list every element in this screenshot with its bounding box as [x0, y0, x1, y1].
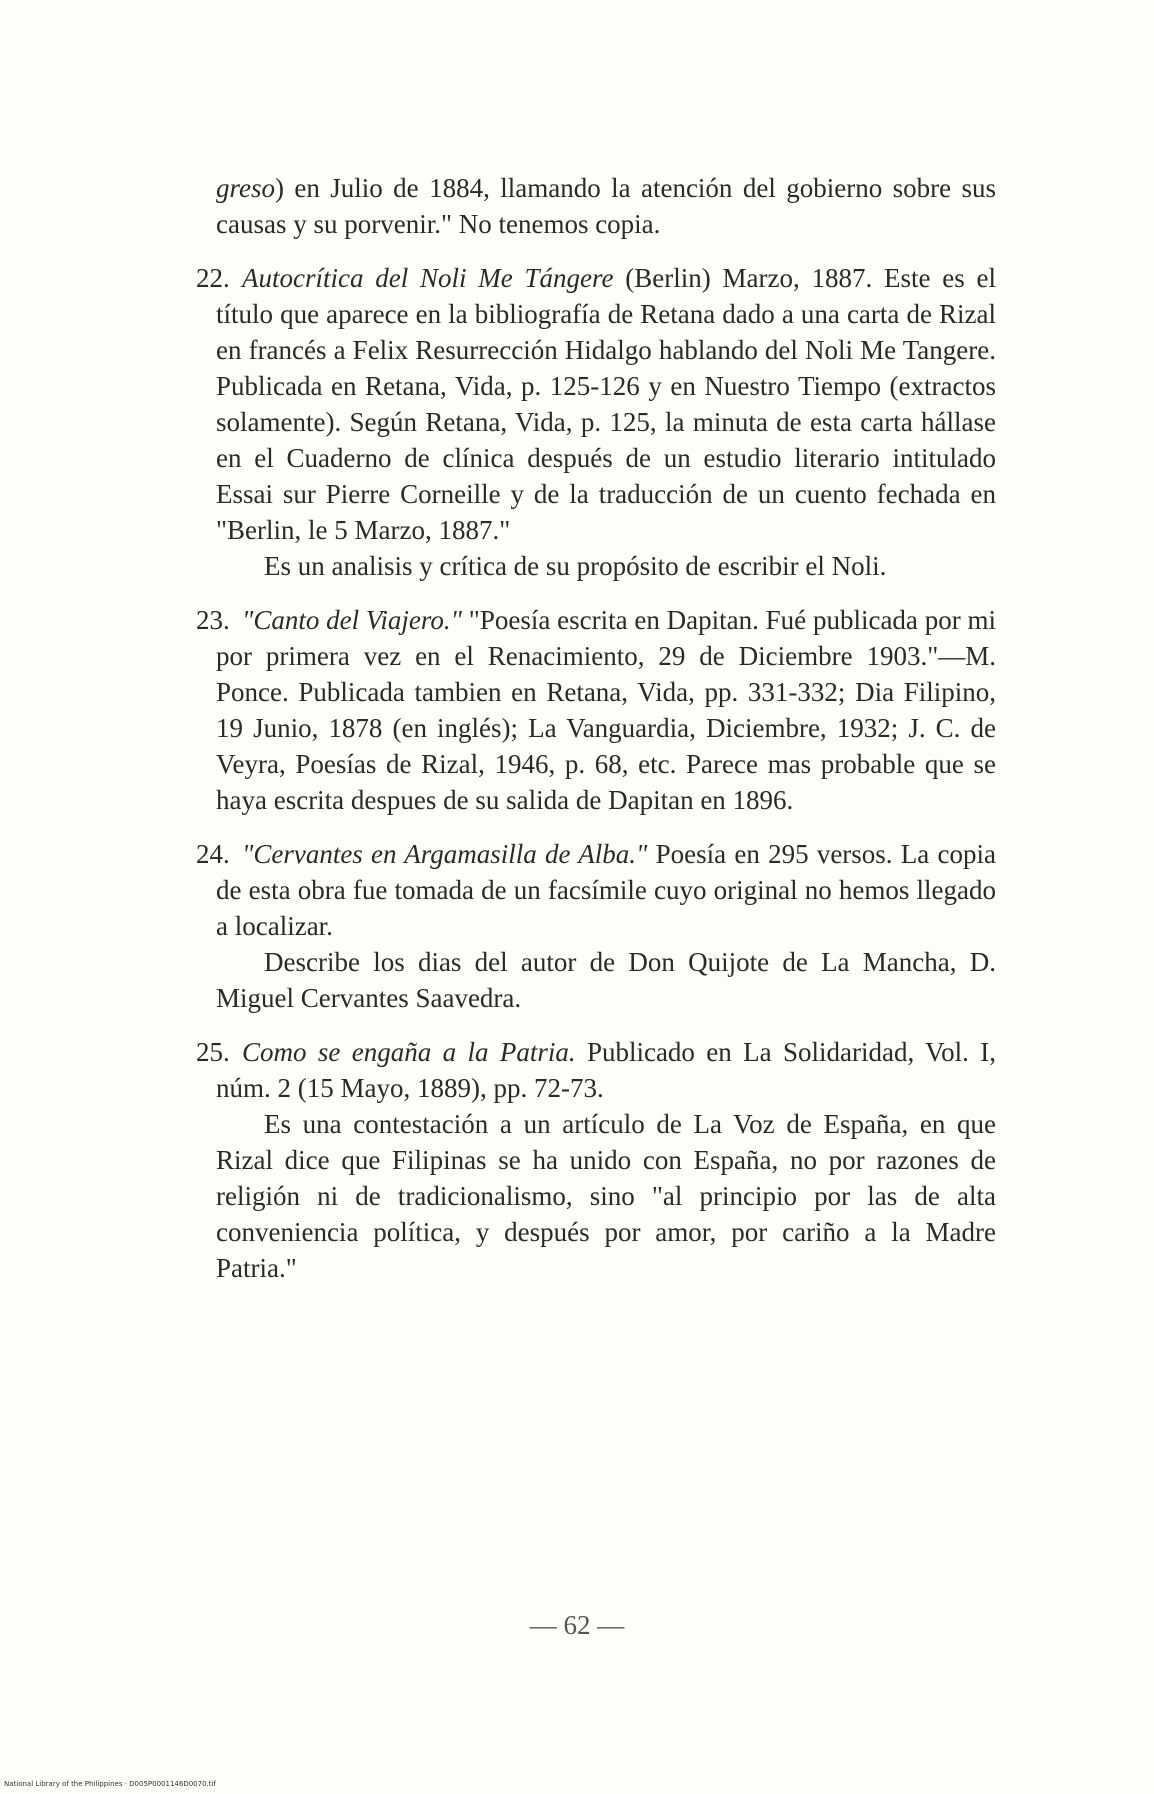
entry-23 — [196, 602, 996, 818]
entry-title: "Canto del Viajero." — [242, 605, 462, 635]
entry-number: 23. — [196, 605, 230, 635]
entry-body: "Poesía escrita en Dapitan. Fué publicada por mi por primera vez en el Renacimiento, 29 de Diciembre 1903."—M. Ponce. Publicada tambien en Retana, Vida, pp. 331-332; Dia Filipino, 19 Junio, 1878 (en inglés); La Vanguardia, Diciembre, 1932; J. C. de Veyra, Poesías de Rizal, 1946, p. 68, etc. Parece mas probable que se haya escrita despues de su salida de Dapitan en 1896. — [216, 605, 996, 815]
page-body — [196, 170, 996, 1304]
entry-title: "Cervantes en Argamasilla de Alba." — [242, 839, 648, 869]
intro-text: ) en Julio de 1884, llamando la atención del gobierno sobre sus causas y su porvenir." No tenemos copia. — [216, 173, 996, 239]
entry-body: Poesía en 295 versos. La copia de esta obra fue tomada de un facsímile cuyo original no hemos llegado a localizar. — [216, 839, 996, 941]
entry-24 — [196, 836, 996, 1016]
entry-para2: Es una contestación a un artículo de La Voz de España, en que Rizal dice que Filipinas se ha unido con España, no por razones de religión ni de tradicionalismo, sino "al principio por las de alta conveniencia política, y después por amor, por cariño a la Madre Patria." — [216, 1109, 996, 1283]
entry-number: 25. — [196, 1037, 230, 1067]
entry-para2: Describe los dias del autor de Don Quijote de La Mancha, D. Miguel Cervantes Saavedra. — [216, 947, 996, 1013]
entry-number: 24. — [196, 839, 230, 869]
entry-title: Autocrítica del Noli Me Tángere — [242, 263, 614, 293]
entry-number: 22. — [196, 263, 230, 293]
entry-title: Como se engaña a la Patria. — [242, 1037, 576, 1067]
entry-body: Publicado en La Solidaridad, Vol. I, núm. 2 (15 Mayo, 1889), pp. 72-73. — [216, 1037, 996, 1103]
entry-25 — [196, 1034, 996, 1286]
entry-body: (Berlin) Marzo, 1887. Este es el título que aparece en la bibliografía de Retana dado a una carta de Rizal en francés a Felix Resurrección Hidalgo hablando del Noli Me Tangere. Publicada en Retana, Vida, p. 125-126 y en Nuestro Tiempo (extractos solamente). Según Retana, Vida, p. 125, la minuta de esta carta hállase en el Cuaderno de clínica después de un estudio literario intitulado Essai sur Pierre Corneille y de la traducción de un cuento fechada en "Berlin, le 5 Marzo, 1887." — [216, 263, 996, 545]
intro-paragraph — [216, 170, 996, 242]
entry-para2: Es un analisis y crítica de su propósito de escribir el Noli. — [264, 551, 887, 581]
entry-22 — [196, 260, 996, 584]
archive-footer-tag: National Library of the Philippines · D005P0001146D0070.tif — [4, 1780, 216, 1788]
intro-em: greso — [216, 173, 275, 203]
page-number: — 62 — — [529, 1610, 625, 1640]
